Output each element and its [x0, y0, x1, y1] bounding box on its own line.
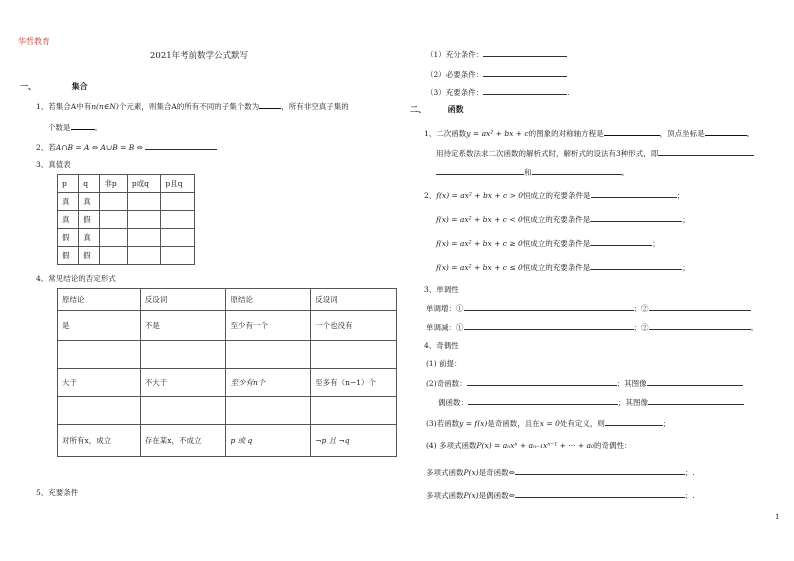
section-number: 一、 [20, 81, 36, 91]
item-text: 的奇偶性： [593, 441, 632, 450]
table-cell: 假 [58, 247, 79, 265]
table-cell[interactable] [140, 341, 226, 369]
table-row [58, 425, 397, 457]
answer-blank[interactable] [483, 48, 567, 57]
math-expression: x = 0 [539, 419, 560, 428]
math-expression: f(x) = ax² + bx + c > 0 [436, 191, 524, 200]
answer-blank[interactable] [464, 321, 634, 330]
table-cell: 真 [58, 193, 79, 211]
item-text: 恒成立的充要条件是 [522, 215, 591, 224]
table-cell[interactable] [100, 247, 127, 265]
item-1-line-2 [48, 121, 102, 133]
item-text: (4) 多项式函数 [426, 441, 477, 450]
table-header-cell: p且q [161, 175, 195, 193]
brand-label: 华哲教育 [18, 37, 50, 46]
answer-blank[interactable] [647, 377, 743, 386]
table-cell[interactable] [311, 341, 397, 369]
table-cell: 是 [58, 311, 141, 341]
item-text: 单调减：① [426, 323, 464, 332]
table-cell: 假 [58, 229, 79, 247]
table-cell[interactable] [127, 211, 161, 229]
item-text: ；. [684, 468, 695, 477]
polynomial-odd-line [426, 466, 695, 478]
func-item-2-row-1 [424, 189, 684, 201]
table-row [58, 397, 397, 425]
answer-blank[interactable] [515, 466, 685, 475]
table-cell: 对所有x，成立 [58, 425, 141, 457]
item-text: ，顶点坐标是 [659, 129, 705, 138]
table-cell[interactable] [311, 397, 397, 425]
table-cell[interactable] [58, 397, 141, 425]
item-text: ；. [684, 491, 695, 500]
func-item-1-line-2 [436, 147, 754, 159]
polynomial-even-line [426, 489, 695, 501]
item-text: ； [682, 263, 690, 272]
item-text: 恒成立的充要条件是 [523, 191, 591, 200]
answer-blank[interactable] [71, 121, 95, 130]
item-text: 。 [750, 323, 758, 332]
section-number: 二、 [410, 104, 426, 114]
answer-blank[interactable] [483, 86, 567, 95]
table-header-row [58, 175, 195, 193]
table-cell[interactable] [161, 229, 195, 247]
table-cell: 真 [79, 193, 100, 211]
table-cell: 至多有（n−1）个 [311, 369, 397, 397]
table-cell: p 或 q [226, 425, 311, 457]
table-cell[interactable] [100, 211, 127, 229]
answer-blank[interactable] [605, 417, 663, 426]
table-cell[interactable] [127, 247, 161, 265]
monotone-decreasing-line [426, 321, 758, 333]
table-row [58, 311, 397, 341]
table-header-row [58, 289, 397, 311]
item-3-label: 3、真值表 [36, 160, 71, 169]
table-header-cell: 非p [100, 175, 127, 193]
table-cell: 大于 [58, 369, 141, 397]
item-text: （1）充分条件： [426, 50, 484, 59]
table-header-cell: q [79, 175, 100, 193]
item-text: 1、若集合A中有 [36, 102, 92, 111]
table-cell: 假 [79, 211, 100, 229]
item-text: 处有定义，则 [559, 419, 605, 428]
math-expression: P(x) = aₙxⁿ + aₙ₋₁xⁿ⁻¹ + ··· + a₀ [476, 441, 594, 450]
item-text: 恒成立的充要条件是 [522, 239, 591, 248]
item-text: ；其图像 [616, 379, 647, 388]
answer-blank[interactable] [532, 166, 622, 175]
table-cell[interactable] [161, 247, 195, 265]
func-item-3-label: 3、单调性 [424, 285, 459, 294]
func-item-4-label: 4、奇偶性 [424, 341, 459, 350]
table-cell: 假 [79, 247, 100, 265]
table-cell: 真 [58, 211, 79, 229]
item-text: 的图象的对称轴方程是 [528, 129, 604, 138]
sufficient-condition-line [426, 48, 567, 60]
item-text: 。 [94, 123, 102, 132]
item-text: 。 [621, 168, 629, 177]
monotone-increasing-line [426, 302, 751, 314]
table-cell[interactable] [226, 397, 311, 425]
odd-function-line [426, 377, 743, 389]
table-header-cell: 反设词 [140, 289, 226, 311]
table-header-cell: 原结论 [58, 289, 141, 311]
answer-blank[interactable] [467, 377, 617, 386]
item-text: ；其图像 [618, 398, 648, 407]
answer-blank[interactable] [259, 100, 281, 109]
table-cell[interactable] [100, 193, 127, 211]
func-item-2-row-3 [436, 237, 660, 249]
truth-table [57, 174, 195, 265]
table-cell: 不大于 [140, 369, 226, 397]
even-function-line [438, 396, 744, 408]
table-header-cell: p或q [127, 175, 161, 193]
item-text: 是奇函数⇔ [478, 468, 515, 477]
item-text: 个元素，则集合A的所有不同的子集个数为 [118, 102, 260, 111]
item-1-line-1 [36, 100, 349, 112]
item-text: ；② [633, 323, 649, 332]
polynomial-parity-line [426, 440, 631, 451]
table-header-cell: p [58, 175, 79, 193]
table-cell[interactable] [127, 229, 161, 247]
item-text: 。 [746, 129, 755, 138]
item-text: （3）充要条件： [426, 88, 484, 97]
item-text: 多项式函数 [426, 468, 464, 477]
table-cell: 一个也没有 [311, 311, 397, 341]
item-text: 和 [524, 168, 532, 177]
answer-blank[interactable] [436, 166, 524, 175]
item-text: 用待定系数法求二次函数的解析式时，解析式的设法有3种形式，即 [436, 149, 659, 158]
answer-blank[interactable] [591, 189, 677, 198]
table-row [58, 229, 195, 247]
answer-blank[interactable] [145, 141, 217, 150]
table-header-cell: 原结论 [226, 289, 311, 311]
item-5-label: 5、充要条件 [36, 488, 79, 497]
iff-condition-line: （3）充要条件： . [426, 88, 570, 97]
answer-blank[interactable] [648, 396, 744, 405]
item-text: (3)若函数 [426, 419, 460, 428]
math-expression: y = f(x) [459, 419, 488, 428]
math-expression: A∩B = A ⇔ A∪B = B ⇔ [55, 143, 143, 152]
math-expression: f(x) = ax² + bx + c ≤ 0 [436, 263, 523, 272]
answer-blank[interactable] [705, 127, 747, 136]
answer-blank[interactable] [649, 302, 751, 311]
item-text: （2）必要条件： [426, 70, 484, 79]
math-expression: f(x) = ax² + bx + c < 0 [436, 215, 523, 224]
math-expression: n(n∈N) [91, 102, 119, 111]
answer-blank[interactable] [590, 213, 682, 222]
item-text: 2、若 [36, 143, 56, 152]
answer-blank[interactable] [515, 489, 685, 498]
section-heading-2 [410, 104, 464, 115]
table-cell: 至少有n个 [226, 369, 311, 397]
table-row [58, 341, 397, 369]
table-row [58, 193, 195, 211]
item-text: ； [652, 239, 660, 248]
item-text: 是奇函数，且在 [487, 419, 540, 428]
premise-label: (1) 前提： [426, 359, 462, 368]
table-cell: 存在某x，不成立 [140, 425, 226, 457]
page-number: 1 [775, 513, 780, 521]
table-cell[interactable] [161, 211, 195, 229]
item-text: ；② [633, 304, 649, 313]
table-cell[interactable] [100, 229, 127, 247]
table-row [58, 247, 195, 265]
item-text: 恒成立的充要条件是 [522, 263, 591, 272]
item-text: ，所有非空真子集的 [281, 102, 349, 111]
table-cell[interactable] [161, 193, 195, 211]
answer-blank[interactable] [483, 68, 567, 77]
section-heading-1 [20, 81, 88, 92]
math-expression: f(x) = ax² + bx + c ≥ 0 [436, 239, 523, 248]
item-text: 个数是 [48, 123, 71, 132]
func-item-2-row-4 [436, 261, 690, 273]
item-text: 偶函数： [438, 398, 468, 407]
item-text: 单调增：① [426, 304, 464, 313]
answer-blank[interactable] [649, 321, 751, 330]
item-2 [36, 141, 217, 153]
answer-blank[interactable] [590, 261, 682, 270]
table-row [58, 369, 397, 397]
math-expression: P(x) [463, 468, 479, 477]
table-cell[interactable] [226, 341, 311, 369]
answer-blank[interactable] [658, 147, 754, 156]
answer-blank[interactable] [604, 127, 660, 136]
odd-zero-line: (3)若函数y = f(x)是奇函数，且在x = 0处有定义，则 ； [426, 419, 671, 428]
table-header-cell: 反设词 [311, 289, 397, 311]
negation-table [57, 288, 397, 457]
table-cell: 至少有一个 [226, 311, 311, 341]
section-title: 函数 [447, 104, 464, 114]
table-row [58, 211, 195, 229]
table-cell[interactable] [127, 193, 161, 211]
func-item-1-line-1 [424, 127, 754, 139]
answer-blank[interactable] [590, 237, 652, 246]
item-text: (2)奇函数： [426, 379, 467, 388]
item-text: 1、二次函数 [424, 129, 467, 138]
math-expression: P(x) [463, 491, 479, 500]
item-4-label: 4、常见结论的否定形式 [36, 274, 116, 283]
table-cell[interactable] [140, 397, 226, 425]
item-text: 多项式函数 [426, 491, 464, 500]
answer-blank[interactable] [464, 302, 634, 311]
table-cell: ¬p 且 ¬q [311, 425, 397, 457]
func-item-1-line-3 [436, 166, 629, 178]
necessary-condition-line [426, 68, 567, 80]
table-cell: 不是 [140, 311, 226, 341]
func-item-2-row-2 [436, 213, 690, 225]
item-text: ； [682, 215, 690, 224]
table-cell[interactable] [58, 341, 141, 369]
item-text: 2、 [424, 191, 437, 200]
document-title: 2021年考前数学公式默写 [150, 51, 249, 61]
item-text: ； [676, 191, 685, 200]
item-text: 是偶函数⇔ [478, 491, 515, 500]
math-expression: y = ax² + bx + c [466, 129, 529, 138]
section-title: 集合 [71, 81, 88, 91]
answer-blank[interactable] [468, 396, 618, 405]
table-cell: 真 [79, 229, 100, 247]
